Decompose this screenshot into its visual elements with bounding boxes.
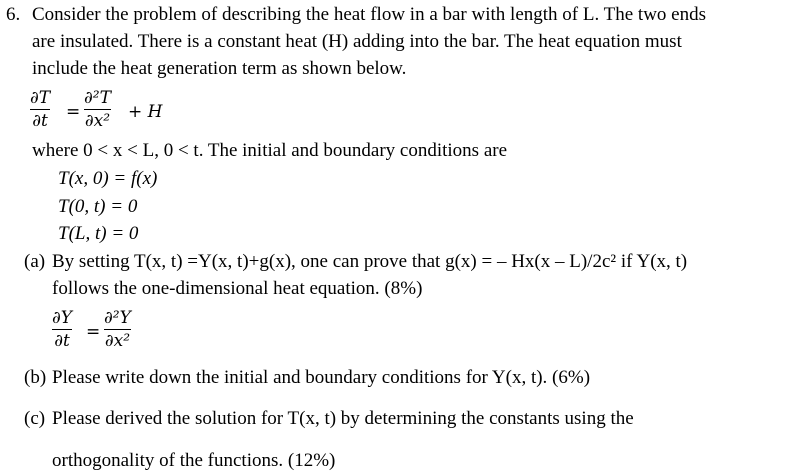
intro-line-2: are insulated. There is a constant heat (H) adding into the bar. The heat equation must: [32, 31, 682, 52]
condition-initial: T(x, 0) = f(x): [58, 168, 158, 189]
eq2-lhs-fraction: [52, 308, 72, 351]
part-b-label: (b): [24, 367, 47, 388]
eq2-lhs-denominator: ∂t: [54, 331, 70, 351]
part-c-line-1: Please derived the solution for T(x, t) by determining the constants using the: [52, 408, 634, 429]
eq1-rhs-numerator: ∂²T: [84, 88, 111, 108]
part-c-line-2: orthogonality of the functions. (12%): [52, 450, 336, 471]
part-a-line-2: follows the one-dimensional heat equation. (8%): [52, 278, 423, 299]
part-a-label: (a): [24, 251, 46, 272]
part-c-label: (c): [24, 408, 46, 429]
part-b-text: Please write down the initial and boundary conditions for Y(x, t). (6%): [52, 367, 591, 388]
eq1-plus-term: + H: [128, 102, 163, 122]
eq1-rhs-denominator: ∂x²: [84, 111, 111, 131]
eq2-rhs-fraction: [104, 308, 131, 351]
eq2-rhs-denominator: ∂x²: [104, 331, 131, 351]
part-a-line-1: By setting T(x, t) =Y(x, t)+g(x), one can prove that g(x) = – Hx(x – L)/2c² if Y(x, t): [52, 251, 688, 272]
where-line: where 0 < x < L, 0 < t. The initial and boundary conditions are: [32, 140, 508, 161]
eq2-rhs-numerator: ∂²Y: [104, 308, 131, 328]
eq1-lhs-fraction: [30, 88, 50, 131]
condition-left-boundary: T(0, t) = 0: [58, 196, 138, 217]
intro-line-1: Consider the problem of describing the heat flow in a bar with length of L. The two ends: [32, 4, 706, 25]
condition-right-boundary: T(L, t) = 0: [58, 223, 139, 244]
eq1-rhs-fraction: [84, 88, 111, 131]
problem-number: 6.: [6, 4, 21, 25]
eq2-equals: =: [86, 322, 101, 342]
intro-line-3: include the heat generation term as shown below.: [32, 58, 407, 79]
eq1-lhs-numerator: ∂T: [30, 88, 51, 108]
eq1-lhs-denominator: ∂t: [32, 111, 48, 131]
eq2-lhs-numerator: ∂Y: [52, 308, 73, 328]
eq1-equals: =: [66, 102, 81, 122]
